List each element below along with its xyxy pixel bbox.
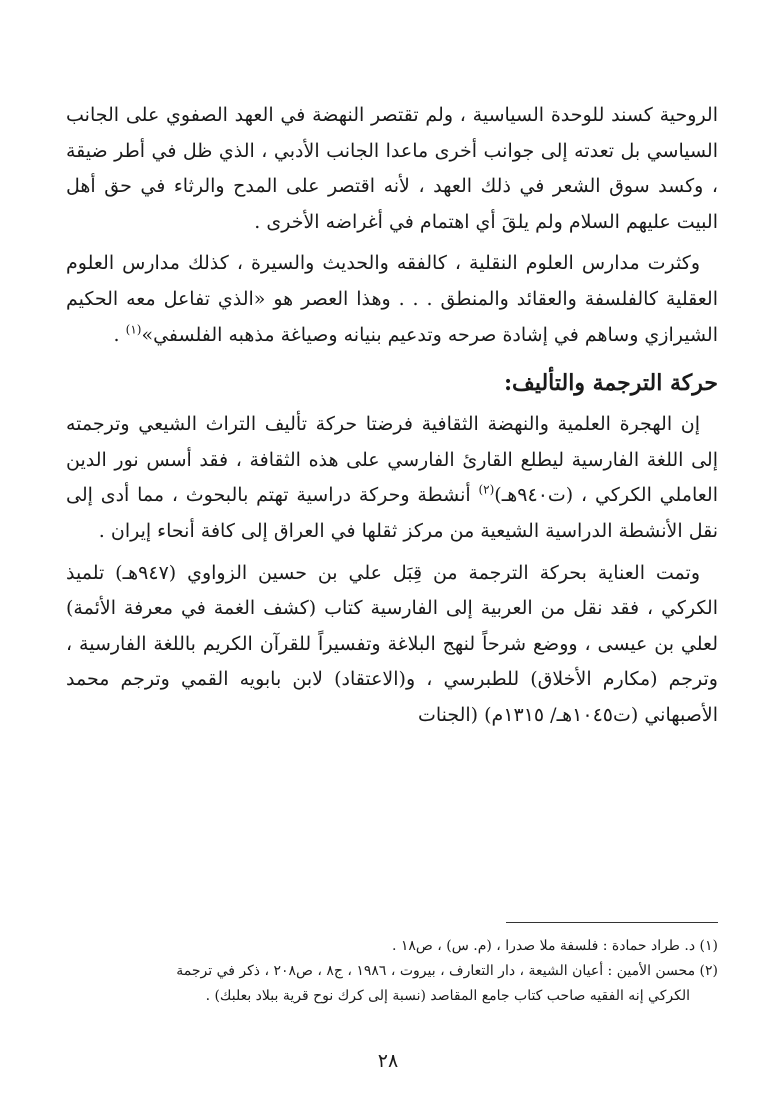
footnote-ref-1[interactable]: (١) xyxy=(125,322,142,337)
paragraph-2: وكثرت مدارس العلوم النقلية ، كالفقه والحديث والسيرة ، كذلك مدارس العلوم العقلية كالفلسفة والعقائد والمنطق . . . وهذا العصر هو «الذي تفاعل معه الحكيم الشيرازي وساهم في إشادة صرحه وتدعيم بنيانه وصياغة مذهبه الفلسفي»$^{(١)}$ . xyxy=(66,252,718,346)
footnote-2: (٢) محسن الأمين : أعيان الشيعة ، دار التعارف ، بيروت ، ١٩٨٦ ، ج٨ ، ص٢٠٨ ، ذكر في ترجمة xyxy=(176,963,718,979)
paragraph-3: إن الهجرة العلمية والنهضة الثقافية فرضتا حركة تأليف التراث الشيعي وترجمته إلى اللغة الفارسية ليطلع القارئ الفارسي على هذه الثقافة ، فقد أسس نور الدين العاملي الكركي ، (ت٩٤٠هـ)$^{(٢)}$ أنشطة وحركة دراسية تهتم بالبحوث ، مما أدى إلى نقل الأنشطة الدراسية الشيعية من مركز ثقلها في العراق إلى كافة أنحاء إيران . xyxy=(66,413,719,542)
paragraph-4: وتمت العناية بحركة الترجمة من قِبَل علي بن حسين الزواوي (٩٤٧هـ) تلميذ الكركي ، فقد نقل من العربية إلى الفارسية كتاب (كشف الغمة في معرفة الأئمة) لعلي بن عيسى ، ووضع شرحاً لنهج البلاغة وتفسيراً للقرآن الكريم باللغة الفارسية ، وترجم (مكارم الأخلاق) للطبرسي ، و(الاعتقاد) لابن بابويه القمي وترجم محمد الأصبهاني (ت١٠٤٥هـ/ ١٣١٥م) (الجنات xyxy=(66,561,718,726)
paragraph-1: الروحية كسند للوحدة السياسية ، ولم تقتصر النهضة في العهد الصفوي على الجانب السياسي بل تعدته إلى جوانب أخرى ماعدا الجانب الأدبي ، الذي ظل في أطر ضيقة ، وكسد سوق الشعر في ذلك العهد ، لأنه اقتصر على المدح والرثاء في حق أهل البيت عليهم السلام ولم يلقَ أي اهتمام في أغراضه الأخرى . xyxy=(66,104,718,233)
main-text xyxy=(66,98,718,734)
footnote-2-continuation: الكركي إنه الفقيه صاحب كتاب جامع المقاصد (نسبة إلى كرك نوح قرية ببلاد بعلبك) . xyxy=(205,988,690,1004)
page-number: ٢٨ xyxy=(377,1050,399,1072)
footnote-ref-2[interactable]: (٢) xyxy=(478,483,495,498)
footnote-divider xyxy=(506,922,718,923)
section-heading: حركة الترجمة والتأليف: xyxy=(503,370,718,397)
footnote-1: (١) د. طراد حمادة : فلسفة ملا صدرا ، (م. س) ، ص١٨ . xyxy=(391,938,718,954)
footnotes xyxy=(66,934,718,1009)
